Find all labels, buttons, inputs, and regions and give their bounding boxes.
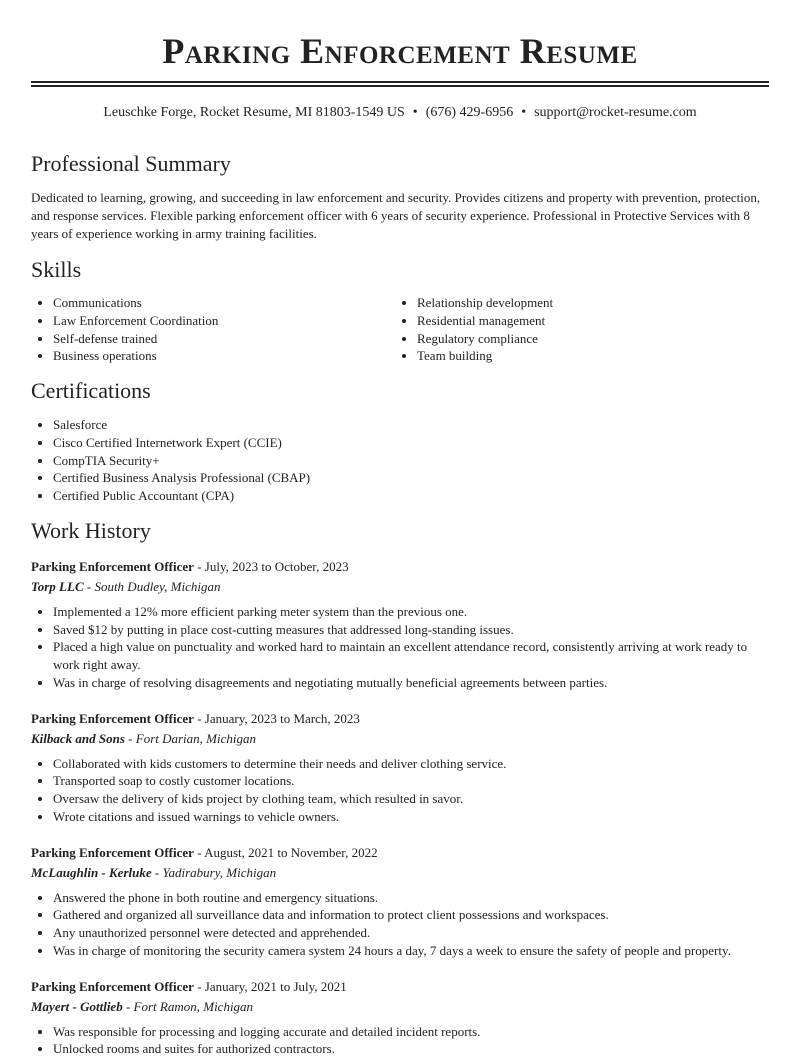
work-history-section xyxy=(31,517,769,1058)
job-bullet: • Wrote citations and issued warnings to vehicle owners. xyxy=(53,808,769,826)
job-bullets xyxy=(31,603,769,692)
job-bullet: • Oversaw the delivery of kids project by clothing team, which resulted in savor. xyxy=(53,790,769,808)
job-title: Parking Enforcement Officer xyxy=(31,979,194,994)
skill-item: • Residential management xyxy=(417,312,759,330)
job-bullet: • Any unauthorized personnel were detected and apprehended. xyxy=(53,924,769,942)
job-dates: - January, 2023 to March, 2023 xyxy=(194,711,360,726)
skill-item: • Law Enforcement Coordination xyxy=(53,312,395,330)
job-entry xyxy=(31,977,769,1058)
skills-columns xyxy=(31,294,769,365)
skills-heading: Skills xyxy=(31,256,769,284)
company-location: - Yadirabury, Michigan xyxy=(152,865,276,880)
company-location: - South Dudley, Michigan xyxy=(84,579,221,594)
skills-list-left xyxy=(31,294,395,365)
skill-item: • Relationship development xyxy=(417,294,759,312)
job-company-line xyxy=(31,863,769,883)
resume-title: Parking Enforcement Resume xyxy=(31,0,769,75)
certification-item: • Certified Business Analysis Professional (CBAP) xyxy=(53,469,769,487)
skill-item: • Communications xyxy=(53,294,395,312)
skill-item: • Self-defense trained xyxy=(53,330,395,348)
contact-email: support@rocket-resume.com xyxy=(534,105,697,120)
contact-address: Leuschke Forge, Rocket Resume, MI 81803-1549 US xyxy=(103,105,404,120)
job-bullets xyxy=(31,889,769,960)
job-bullet: • Transported soap to costly customer locations. xyxy=(53,772,769,790)
skills-list-right xyxy=(395,294,759,365)
company-name: Torp LLC xyxy=(31,579,84,594)
header-divider xyxy=(31,81,769,87)
job-bullet: • Placed a high value on punctuality and worked hard to maintain an excellent attendance record, consistently arriving at work ready to work right away. xyxy=(53,638,769,674)
certification-item: • Cisco Certified Internetwork Expert (CCIE) xyxy=(53,434,769,452)
contact-line xyxy=(31,104,769,122)
job-company-line xyxy=(31,729,769,749)
contact-separator: • xyxy=(521,104,526,122)
company-name: McLaughlin - Kerluke xyxy=(31,865,152,880)
job-header xyxy=(31,843,769,863)
certifications-list xyxy=(31,416,769,505)
certification-item: • CompTIA Security+ xyxy=(53,452,769,470)
summary-section xyxy=(31,150,769,243)
skill-item: • Team building xyxy=(417,347,759,365)
job-title: Parking Enforcement Officer xyxy=(31,559,194,574)
certifications-heading: Certifications xyxy=(31,377,769,405)
job-entry xyxy=(31,557,769,692)
summary-heading: Professional Summary xyxy=(31,150,769,178)
job-bullet: • Was responsible for processing and logging accurate and detailed incident reports. xyxy=(53,1023,769,1041)
job-bullet: • Collaborated with kids customers to determine their needs and deliver clothing service. xyxy=(53,755,769,773)
job-bullet: • Saved $12 by putting in place cost-cutting measures that addressed long-standing issues. xyxy=(53,621,769,639)
job-entry xyxy=(31,709,769,826)
certification-item: • Salesforce xyxy=(53,416,769,434)
job-entry xyxy=(31,843,769,960)
job-header xyxy=(31,709,769,729)
company-location: - Fort Ramon, Michigan xyxy=(123,999,253,1014)
certification-item: • Certified Public Accountant (CPA) xyxy=(53,487,769,505)
skills-column-left xyxy=(31,294,395,365)
job-bullet: • Was in charge of resolving disagreements and negotiating mutually beneficial agreements between parties. xyxy=(53,674,769,692)
work-history-heading: Work History xyxy=(31,517,769,545)
job-dates: - August, 2021 to November, 2022 xyxy=(194,845,378,860)
company-location: - Fort Darian, Michigan xyxy=(125,731,256,746)
job-title: Parking Enforcement Officer xyxy=(31,845,194,860)
contact-separator: • xyxy=(413,104,418,122)
skill-item: • Business operations xyxy=(53,347,395,365)
job-header xyxy=(31,977,769,997)
job-dates: - January, 2021 to July, 2021 xyxy=(194,979,347,994)
job-dates: - July, 2023 to October, 2023 xyxy=(194,559,349,574)
summary-text: Dedicated to learning, growing, and succeeding in law enforcement and security. Provides citizens and property with prevention, protection, and response services. Flexible parking enforcement officer with 6 years of security experience. Professional in Protective Services with 8 years of experience working in army training facilities. xyxy=(31,189,769,243)
company-name: Kilback and Sons xyxy=(31,731,125,746)
certifications-section xyxy=(31,377,769,505)
skills-section xyxy=(31,256,769,365)
job-company-line xyxy=(31,997,769,1017)
job-bullet: • Answered the phone in both routine and emergency situations. xyxy=(53,889,769,907)
job-bullet: • Implemented a 12% more efficient parking meter system than the previous one. xyxy=(53,603,769,621)
skills-column-right xyxy=(395,294,759,365)
job-bullets xyxy=(31,755,769,826)
job-company-line xyxy=(31,577,769,597)
job-bullet: • Gathered and organized all surveillance data and information to protect client possessions and workspaces. xyxy=(53,906,769,924)
company-name: Mayert - Gottlieb xyxy=(31,999,123,1014)
job-title: Parking Enforcement Officer xyxy=(31,711,194,726)
job-bullets xyxy=(31,1023,769,1058)
job-bullet: • Unlocked rooms and suites for authorized contractors. xyxy=(53,1040,769,1058)
job-header xyxy=(31,557,769,577)
skill-item: • Regulatory compliance xyxy=(417,330,759,348)
contact-phone: (676) 429-6956 xyxy=(426,105,514,120)
job-bullet: • Was in charge of monitoring the security camera system 24 hours a day, 7 days a week to ensure the safety of people and property. xyxy=(53,942,769,960)
